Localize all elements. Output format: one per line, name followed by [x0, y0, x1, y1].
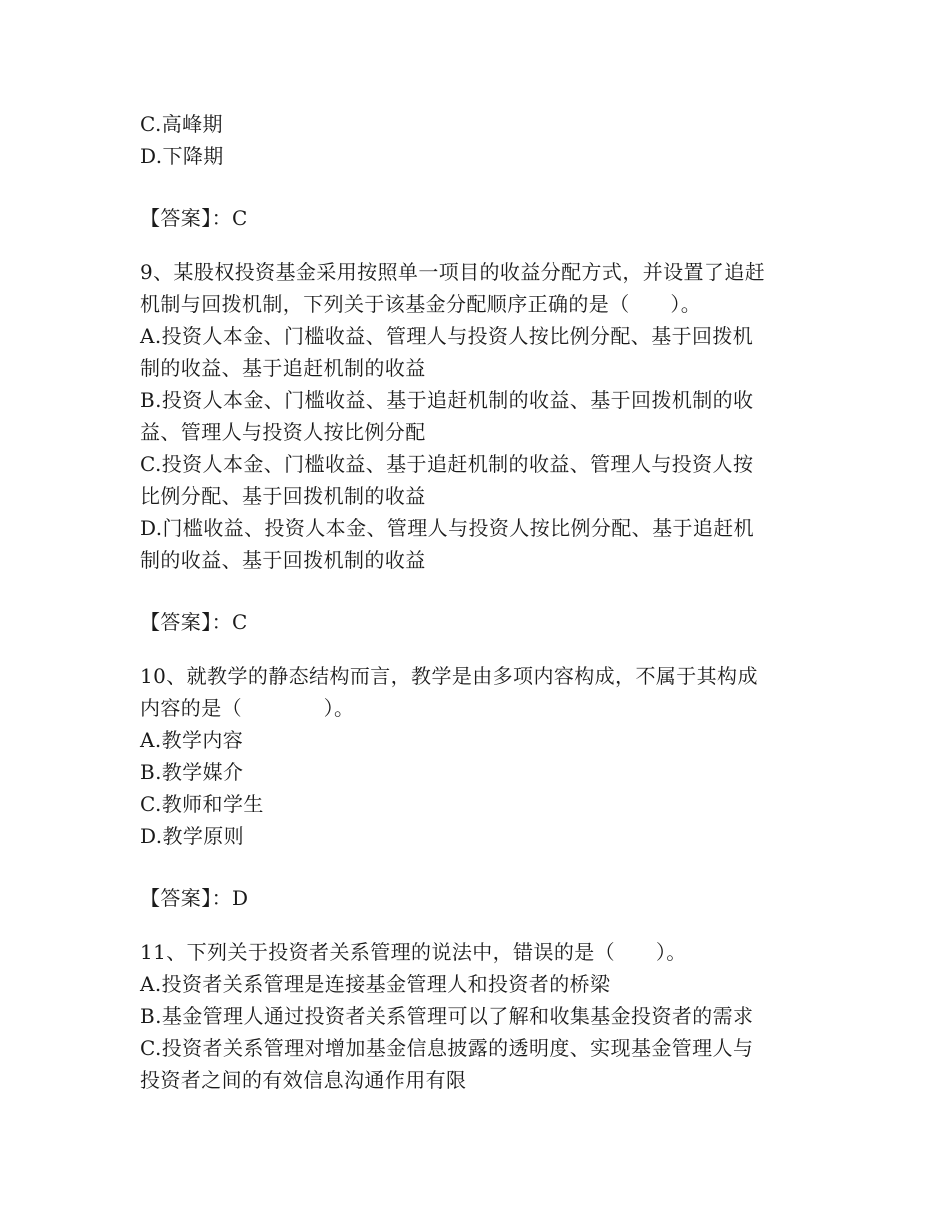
question-10-text: 10、就教学的静态结构而言，教学是由多项内容构成，不属于其构成	[140, 664, 758, 688]
question-9-option-a: 制的收益、基于追赶机制的收益	[140, 356, 426, 380]
question-9-option-b: B.投资人本金、门槛收益、基于追赶机制的收益、基于回拨机制的收	[140, 388, 754, 412]
question-11-option-c: 投资者之间的有效信息沟通作用有限	[140, 1068, 467, 1092]
question-9-answer: 【答案】：C	[140, 610, 248, 634]
question-9-option-c: C.投资人本金、门槛收益、基于追赶机制的收益、管理人与投资人按	[140, 452, 754, 476]
question-10-answer: 【答案】：D	[140, 886, 249, 910]
question-10-option-d: D.教学原则	[140, 824, 245, 848]
question-9-text: 9、某股权投资基金采用按照单一项目的收益分配方式，并设置了追赶	[140, 260, 766, 284]
question-9-option-a: A.投资人本金、门槛收益、管理人与投资人按比例分配、基于回拨机	[140, 324, 754, 348]
document-page	[140, 108, 810, 1096]
question-9-option-d: 制的收益、基于回拨机制的收益	[140, 548, 426, 572]
question-9-option-b: 益、管理人与投资人按比例分配	[140, 420, 426, 444]
question-11-text: 11、下列关于投资者关系管理的说法中，错误的是（ ）。	[140, 940, 687, 964]
question-11-option-b: B.基金管理人通过投资者关系管理可以了解和收集基金投资者的需求	[140, 1004, 754, 1028]
option-d: D.下降期	[140, 144, 224, 168]
answer-label: 【答案】：C	[140, 206, 248, 230]
question-10-text: 内容的是（ ）。	[140, 696, 355, 720]
question-11-option-a: A.投资者关系管理是连接基金管理人和投资者的桥梁	[140, 972, 611, 996]
question-9-option-c: 比例分配、基于回拨机制的收益	[140, 484, 426, 508]
question-9-text: 机制与回拨机制，下列关于该基金分配顺序正确的是（ ）。	[140, 292, 702, 316]
option-c: C.高峰期	[140, 112, 223, 136]
question-9-option-d: D.门槛收益、投资人本金、管理人与投资人按比例分配、基于追赶机	[140, 516, 755, 540]
question-10-option-a: A.教学内容	[140, 728, 244, 752]
question-10-option-c: C.教师和学生	[140, 792, 264, 816]
question-10-option-b: B.教学媒介	[140, 760, 244, 784]
question-11-option-c: C.投资者关系管理对增加基金信息披露的透明度、实现基金管理人与	[140, 1036, 754, 1060]
